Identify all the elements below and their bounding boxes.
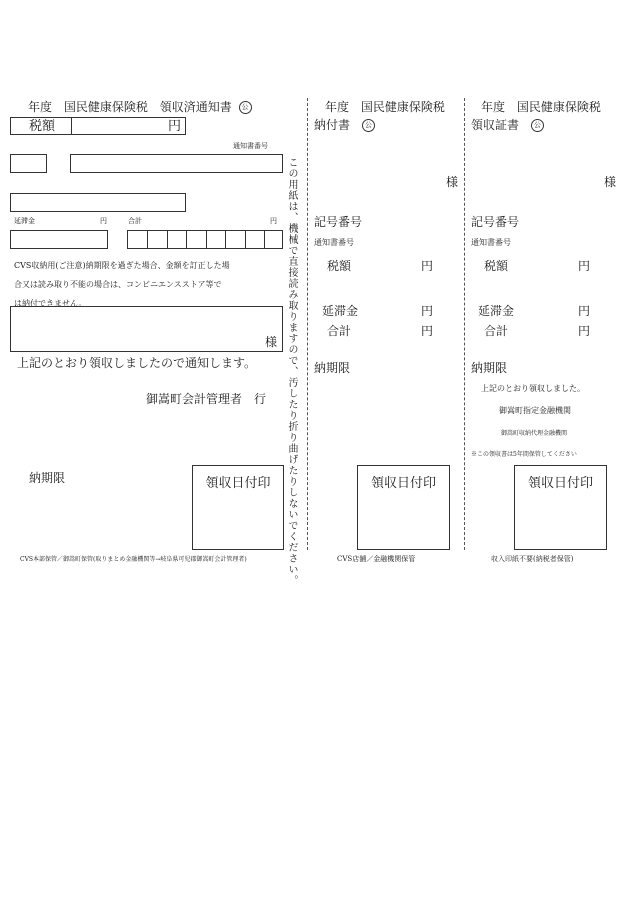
middle-receipt-stamp-label: 領収日付印 [370, 476, 436, 491]
middle-honorific: 様 [446, 175, 459, 189]
middle-notice-no-label: 通知書番号 [314, 238, 354, 247]
left-code-field [10, 193, 186, 212]
right-seal-icon: 公 [531, 119, 544, 132]
right-notice-no-label: 通知書番号 [471, 238, 511, 247]
right-late-fee-yen: 円 [578, 304, 591, 318]
right-late-fee-label: 延滞金 [478, 304, 515, 318]
left-total-yen: 円 [270, 217, 277, 225]
right-bank-designated: 御嵩町指定金融機関 [499, 406, 571, 415]
left-due-label: 納期限 [29, 471, 66, 485]
right-header-year: 年度 [481, 100, 506, 114]
left-header [28, 101, 252, 114]
right-total-label: 合計 [484, 324, 509, 338]
middle-seal-icon: 公 [362, 119, 375, 132]
middle-doc-title-row [314, 119, 375, 132]
left-cvs-note-line2: 合又は読み取り不能の場合は、コンビニエンスストア等で [14, 280, 222, 289]
right-footer: 収入印紙不要(納税者保管) [491, 555, 574, 563]
left-notice-text: 上記のとおり領収しましたので通知します。 [17, 356, 257, 370]
middle-total-label: 合計 [327, 324, 352, 338]
right-tax-amount-label: 税額 [484, 259, 509, 273]
middle-header [325, 101, 445, 113]
left-small-field [10, 154, 47, 173]
vertical-handling-note: この用紙は、機械で直接読み取りますので、汚したり折り曲げたりしないでください。 [286, 157, 297, 586]
right-header [481, 101, 601, 113]
left-notice-no-field [70, 154, 283, 173]
right-due-label: 納期限 [471, 361, 508, 375]
right-bank-agent: 御嵩町収納代理金融機関 [501, 430, 568, 437]
right-doc-title: 領収証書 [471, 118, 520, 132]
middle-doc-title: 納付書 [314, 118, 351, 132]
middle-tax-amount-yen: 円 [421, 259, 434, 273]
left-tax-amount-box [10, 117, 186, 135]
left-late-fee-field [10, 230, 108, 249]
left-header-tax: 国民健康保険税 [63, 100, 148, 114]
left-seal-icon: 公 [239, 101, 252, 114]
perforation-line-1 [307, 98, 308, 550]
middle-tax-amount-label: 税額 [327, 259, 352, 273]
left-header-doc: 領収済通知書 [159, 100, 232, 114]
left-receipt-stamp-box [192, 465, 284, 550]
left-cvs-note-line3: は納付できません。 [14, 299, 87, 308]
left-tax-amount-yen: 円 [167, 119, 181, 134]
middle-header-year: 年度 [325, 100, 350, 114]
left-address-box [10, 306, 283, 352]
middle-receipt-stamp-box [357, 465, 450, 550]
left-honorific: 様 [264, 335, 277, 349]
perforation-line-2 [464, 98, 465, 550]
middle-code-label: 記号番号 [314, 215, 363, 229]
middle-late-fee-label: 延滞金 [322, 304, 359, 318]
right-receipt-stamp-box [514, 465, 607, 550]
middle-footer: CVS店舗／金融機関保管 [337, 555, 416, 563]
right-code-label: 記号番号 [471, 215, 520, 229]
right-keep-note: ※この領収書は5年間保管してください [471, 451, 577, 458]
left-footer: CVS本部保管／御嵩町保管(取りまとめ金融機関等→岐阜県可児郡御嵩町会計管理者) [20, 556, 247, 563]
left-total-field [127, 230, 283, 249]
right-doc-title-row [471, 119, 544, 132]
right-received-text: 上記のとおり領収しました。 [481, 384, 585, 393]
right-tax-amount-yen: 円 [578, 259, 591, 273]
left-receipt-stamp-label: 領収日付印 [205, 476, 271, 491]
left-addressee: 御嵩町会計管理者 行 [146, 392, 267, 406]
left-tax-amount-label: 税額 [29, 119, 56, 134]
middle-late-fee-yen: 円 [421, 304, 434, 318]
middle-due-label: 納期限 [314, 361, 351, 375]
left-header-year: 年度 [28, 100, 53, 114]
middle-header-tax: 国民健康保険税 [360, 100, 445, 114]
left-notice-no-label: 通知書番号 [233, 142, 268, 150]
left-cvs-note-line1: CVS収納用(ご注意)納期限を過ぎた場合、金額を訂正した場 [14, 261, 230, 270]
right-receipt-stamp-label: 領収日付印 [527, 476, 593, 491]
middle-total-yen: 円 [421, 324, 434, 338]
right-header-tax: 国民健康保険税 [516, 100, 601, 114]
right-honorific: 様 [604, 175, 617, 189]
left-late-fee-yen: 円 [100, 217, 107, 225]
left-total-label: 合計 [128, 217, 142, 225]
left-cvs-note [14, 256, 230, 313]
left-late-fee-label: 延滞金 [14, 217, 35, 225]
right-total-yen: 円 [578, 324, 591, 338]
